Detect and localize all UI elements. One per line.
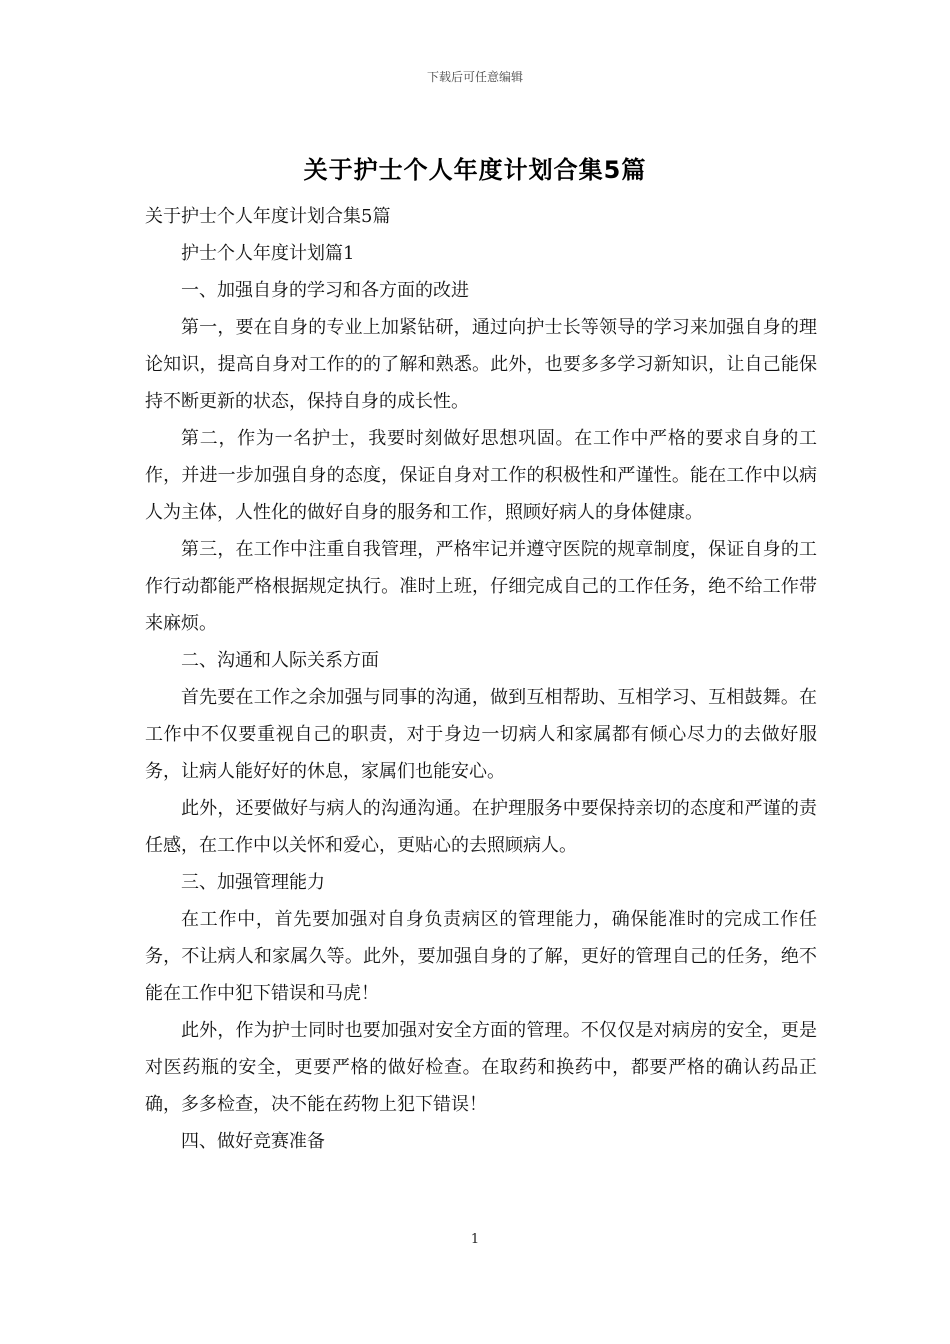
paragraph: 第一，要在自身的专业上加紧钻研，通过向护士长等领导的学习来加强自身的理论知识，提高自身对工作的的了解和熟悉。此外，也要多多学习新知识，让自己能保持不断更新的状态，保持自身的成长性。 [145,317,817,412]
document-title: 关于护士个人年度计划合集5篇 [303,156,647,184]
paragraph: 此外，作为护士同时也要加强对安全方面的管理。不仅仅是对病房的安全，更是对医药瓶的安全，更要严格的做好检查。在取药和换药中，都要严格的确认药品正确，多多检查，决不能在药物上犯下错误！ [145,1020,817,1115]
section-heading: 一、加强自身的学习和各方面的改进 [181,280,469,301]
paragraph: 在工作中，首先要加强对自身负责病区的管理能力，确保能准时的完成工作任务，不让病人和家属久等。此外，要加强自身的了解，更好的管理自己的任务，绝不能在工作中犯下错误和马虎！ [145,909,817,1004]
page-number: 1 [470,1232,480,1247]
paragraph-subtitle: 关于护士个人年度计划合集5篇 [145,206,391,227]
paragraph: 第二，作为一名护士，我要时刻做好思想巩固。在工作中严格的要求自身的工作，并进一步加强自身的态度，保证自身对工作的积极性和严谨性。能在工作中以病人为主体，人性化的做好自身的服务和工作，照顾好病人的身体健康。 [145,428,817,523]
section-heading: 护士个人年度计划篇1 [181,243,355,264]
paragraph: 首先要在工作之余加强与同事的沟通，做到互相帮助、互相学习、互相鼓舞。在工作中不仅要重视自己的职责，对于身边一切病人和家属都有倾心尽力的去做好服务，让病人能好好的休息，家属们也能安心。 [145,687,817,782]
page-header: 下载后可任意编辑 [426,70,523,84]
document-body [145,198,817,1160]
section-heading: 三、加强管理能力 [181,872,325,893]
paragraph: 此外，还要做好与病人的沟通沟通。在护理服务中要保持亲切的态度和严谨的责任感，在工作中以关怀和爱心，更贴心的去照顾病人。 [145,798,817,856]
section-heading: 四、做好竞赛准备 [181,1131,325,1152]
paragraph: 第三，在工作中注重自我管理，严格牢记并遵守医院的规章制度，保证自身的工作行动都能严格根据规定执行。准时上班，仔细完成自己的工作任务，绝不给工作带来麻烦。 [145,539,817,634]
section-heading: 二、沟通和人际关系方面 [181,650,379,671]
